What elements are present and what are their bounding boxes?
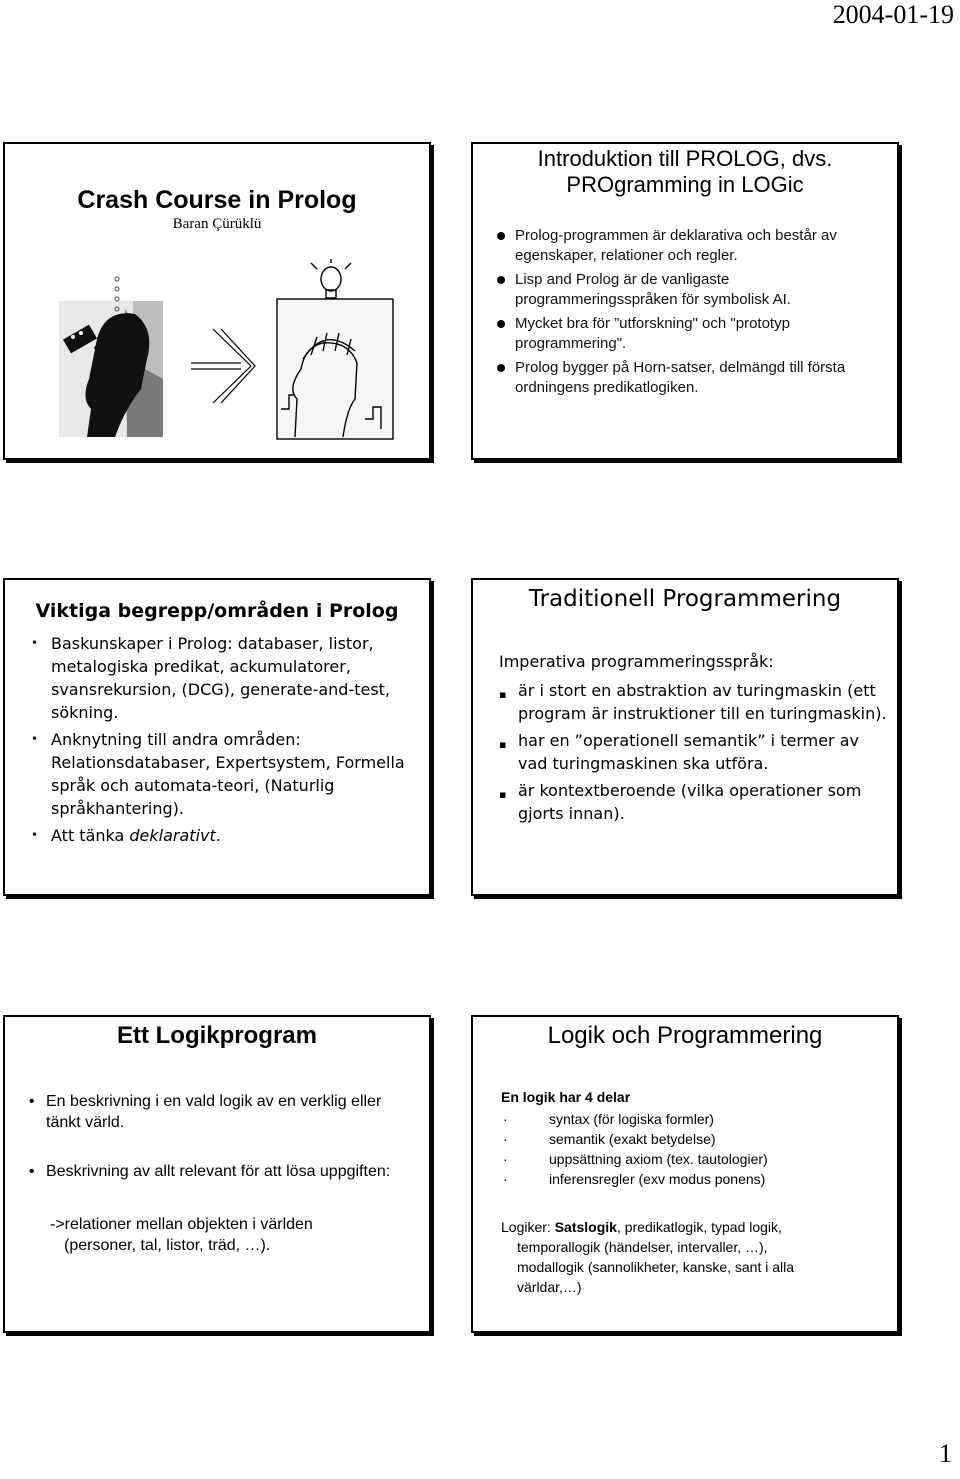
bullet-icon: · [503, 1151, 508, 1167]
list-item: Mycket bra för ”utforskning" och "prototyp programmering". [495, 314, 885, 354]
slide-title [3, 142, 431, 460]
slide-traditionell-programmering [471, 578, 899, 896]
parts-heading: En logik har 4 delar [501, 1089, 631, 1105]
logiker-bold: Satslogik [554, 1219, 617, 1235]
bullet-icon: · [503, 1111, 508, 1127]
illustration-thinking-heads [5, 259, 429, 459]
list-item: ▪ har en ”operationell semantik” i termer av vad turingmaskinen ska utföra. [499, 731, 859, 773]
sub-item-line1: ->relationer mellan objekten i världen [50, 1216, 313, 1233]
slide-ett-logikprogram [3, 1015, 431, 1333]
bullet-list [27, 1091, 417, 1210]
list-item: • Baskunskaper i Prolog: databaser, listor, metalogiska predikat, ackumulatorer, svansrekursion, (DCG), generate-and-test, sökning. [31, 634, 391, 722]
list-item: ▪ är kontextberoende (vilka operationer som gjorts innan). [499, 781, 862, 823]
bullet-dot-icon [497, 320, 505, 328]
bullet-dot-icon [497, 232, 505, 240]
logiker-paragraph: Logiker: Satslogik, predikatlogik, typad logik, temporallogik (händelser, intervaller, …), modallogik (sannolikheter, kanske, sant i alla världar,…) [501, 1217, 887, 1297]
square-bullet-icon: ▪ [499, 738, 507, 751]
list-item: Prolog-programmen är deklarativa och består av egenskaper, relationer och regler. [495, 226, 885, 266]
bullet-dot-icon [497, 276, 505, 284]
slide-heading: Viktiga begrepp/områden i Prolog [35, 600, 399, 622]
bullet-icon: • [31, 828, 39, 842]
bullet-icon: • [29, 1163, 35, 1180]
list-item: · syntax (för logiska formler) [503, 1111, 714, 1127]
list-item: · semantik (exakt betydelse) [503, 1131, 716, 1147]
slide-heading-line1: Introduktion till PROLOG, dvs. [537, 146, 833, 171]
header-date: 2004-01-19 [832, 0, 954, 29]
slide-introduktion [471, 142, 899, 460]
square-bullet-icon: ▪ [499, 788, 507, 801]
logiker-label: Logiker: [501, 1219, 555, 1235]
list-item: · inferensregler (exv modus ponens) [503, 1171, 766, 1187]
sub-item [50, 1214, 417, 1256]
bullet-icon: · [503, 1131, 508, 1147]
bullet-icon: • [29, 1093, 35, 1110]
slide-intro: Imperativa programmeringsspråk: [499, 652, 774, 671]
list-item: • Att tänka deklarativt. [31, 826, 221, 845]
emphasis: deklarativt [129, 826, 216, 845]
dark-head-icon [59, 277, 163, 437]
slide-title-heading: Crash Course in Prolog [77, 186, 357, 214]
slide-author: Baran Çürüklü [172, 216, 262, 232]
list-item: • Anknytning till andra områden: Relationsdatabaser, Expertsystem, Formella språk och automata-teori, (Naturlig språkhantering). [31, 730, 405, 818]
slide-heading [473, 146, 897, 198]
list-item: Lisp and Prolog är de vanligaste programmeringsspråken för symbolisk AI. [495, 270, 885, 310]
slide-heading: Traditionell Programmering [528, 586, 842, 612]
list-item: Prolog bygger på Horn-satser, delmängd till första ordningens predikatlogiken. [495, 358, 885, 398]
slide-viktiga-begrepp [3, 578, 431, 896]
list-item: • En beskrivning i en vald logik av en verklig eller tänkt värld. [29, 1093, 382, 1131]
lightbulb-head-icon [277, 259, 393, 439]
bullet-icon: • [31, 732, 39, 746]
list-item: • Beskrivning av allt relevant för att lösa uppgiften: [29, 1163, 391, 1180]
bullet-dot-icon [497, 364, 505, 372]
bullet-icon: · [503, 1171, 508, 1187]
square-bullet-icon: ▪ [499, 688, 507, 701]
parts-list [501, 1109, 887, 1189]
slide-heading: Ett Logikprogram [116, 1022, 317, 1049]
logiker-line4: världar,…) [517, 1279, 582, 1295]
bullet-list [499, 679, 887, 829]
bullet-icon: • [31, 636, 39, 650]
slide-heading-line2: PROgramming in LOGic [566, 172, 804, 197]
logiker-line3: modallogik (sannolikheter, kanske, sant i alla [517, 1259, 795, 1275]
bullet-list [25, 632, 419, 851]
slide-heading: Logik och Programmering [547, 1022, 823, 1049]
sub-item-line2: (personer, tal, listor, träd, …). [64, 1237, 271, 1254]
bullet-list [495, 226, 885, 402]
list-item: ▪ är i stort en abstraktion av turingmaskin (ett program är instruktioner till en turingmaskin). [499, 681, 887, 723]
arrow-right-icon [191, 329, 255, 403]
slide-logik-och-programmering [471, 1015, 899, 1333]
list-item: · uppsättning axiom (tex. tautologier) [503, 1151, 768, 1167]
logiker-line2: temporallogik (händelser, intervaller, …), [517, 1239, 768, 1255]
page-number: 1 [939, 1439, 952, 1468]
